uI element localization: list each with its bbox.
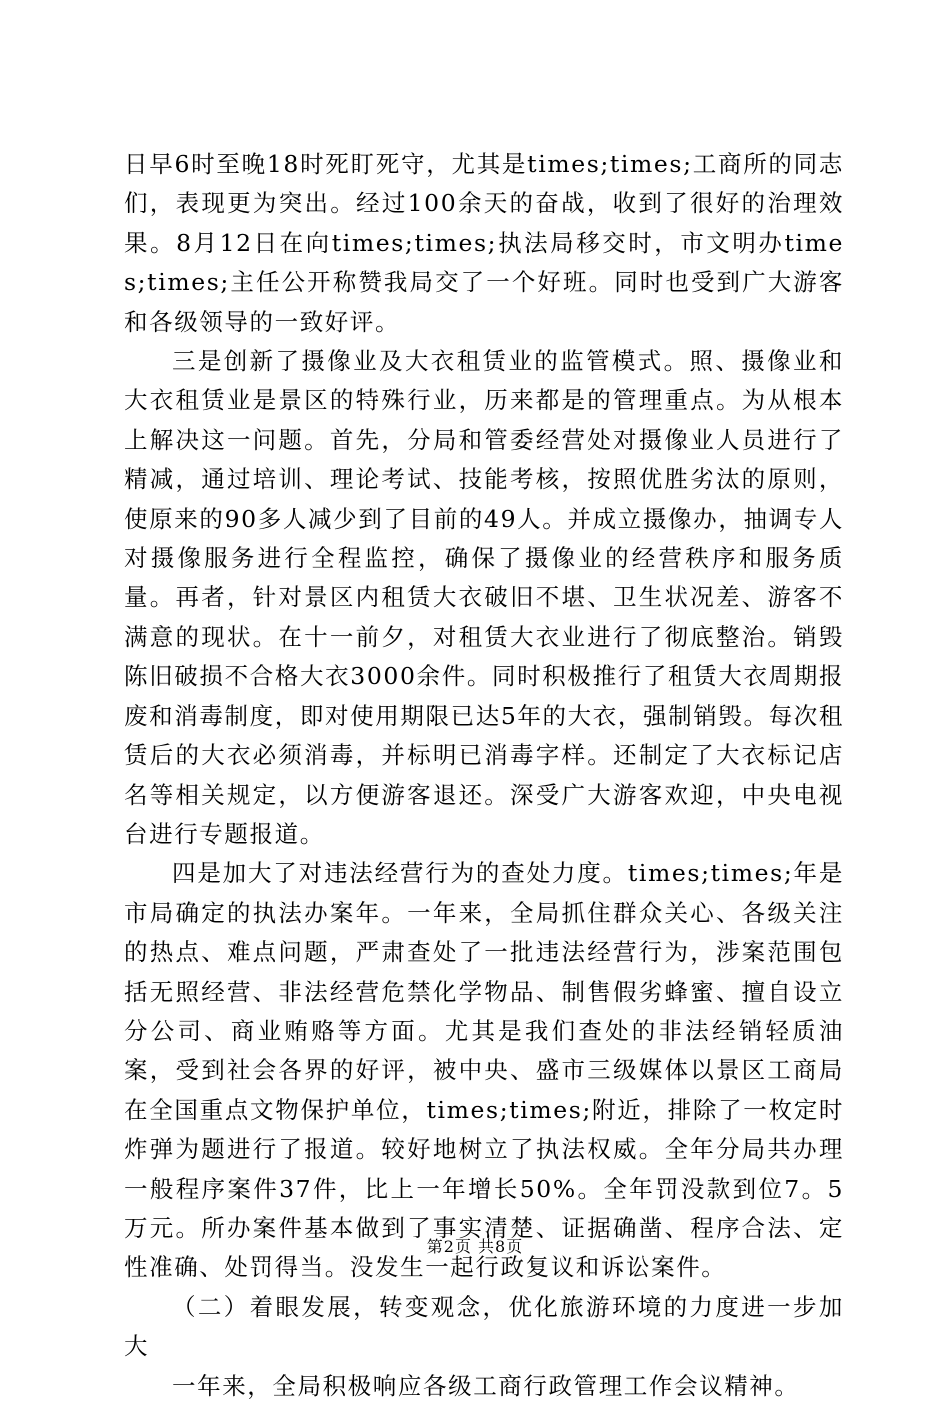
section-heading: （二）着眼发展，转变观念，优化旅游环境的力度进一步加大 xyxy=(124,1292,844,1361)
paragraph-4: 一年来，全局积极响应各级工商行政管理工作会议精神。 xyxy=(172,1371,800,1400)
paragraph-1: 日早6时至晚18时死盯死守，尤其是times;times;工商所的同志们，表现更为突出。经过100余天的奋战，收到了很好的治理效果。8月12日在向times;times;执法局移交时，市文明办times;times;主任公开称赞我局交了一个好班。同时也受到广大游客和各级领导的一致好评。 xyxy=(124,150,844,336)
paragraph-3: 四是加大了对违法经营行为的查处力度。times;times;年是市局确定的执法办案年。一年来，全局抓住群众关心、各级关注的热点、难点问题，严肃查处了一批违法经营行为，涉案范围包括无照经营、非法经营危禁化学物品、制售假劣蜂蜜、擅自设立分公司、商业贿赂等方面。尤其是我们查处的非法经销轻质油案，受到社会各界的好评，被中央、盛市三级媒体以景区工商局在全国重点文物保护单位，times;times;附近，排除了一枚定时炸弹为题进行了报道。较好地树立了执法权威。全年分局共办理一般程序案件37件，比上一年增长50%。全年罚没款到位7。5万元。所办案件基本做到了事实清楚、证据确凿、程序合法、定性准确、处罚得当。没发生一起行政复议和诉讼案件。 xyxy=(124,859,844,1282)
paragraph-2: 三是创新了摄像业及大衣租赁业的监管模式。照、摄像业和大衣租赁业是景区的特殊行业，历来都是的管理重点。为从根本上解决这一问题。首先，分局和管委经营处对摄像业人员进行了精减，通过培训、理论考试、技能考核，按照优胜劣汰的原则，使原来的90多人减少到了目前的49人。并成立摄像办，抽调专人对摄像服务进行全程监控，确保了摄像业的经营秩序和服务质量。再者，针对景区内租赁大衣破旧不堪、卫生状况差、游客不满意的现状。在十一前夕，对租赁大衣业进行了彻底整治。销毁陈旧破损不合格大衣3000余件。同时积极推行了租赁大衣周期报废和消毒制度，即对使用期限已达5年的大衣，强制销毁。每次租赁后的大衣必须消毒，并标明已消毒字样。还制定了大衣标记店名等相关规定，以方便游客退还。深受广大游客欢迎，中央电视台进行专题报道。 xyxy=(124,347,844,848)
document-body xyxy=(124,145,844,1406)
page-number-footer: 第2页 共8页 xyxy=(426,1237,524,1256)
